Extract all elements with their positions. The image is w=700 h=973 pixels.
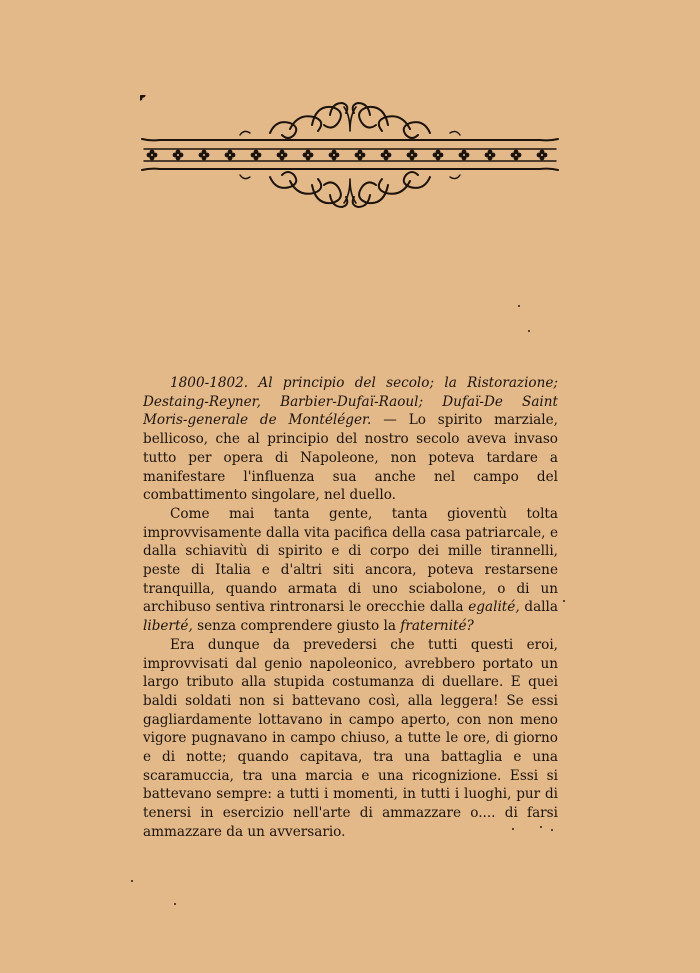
paragraph-2 xyxy=(143,505,558,636)
paper-speck xyxy=(540,826,542,828)
paper-speck xyxy=(528,330,530,332)
paragraph-heading-intro xyxy=(143,374,558,505)
page-body-text xyxy=(143,374,558,842)
paper-speck xyxy=(563,600,565,602)
paper-speck xyxy=(551,829,553,831)
paragraph-2-text-c: senza comprendere giusto la xyxy=(192,618,401,635)
decorative-header-ornament xyxy=(140,95,560,220)
heading-dash: — xyxy=(371,412,409,429)
paper-speck xyxy=(131,880,133,882)
paragraph-2-text-a: Come mai tanta gente, tanta gioventù tolta improvvisamente dalla vita pacifica della casa patriarcale, e dalla schiavitù di spirito e di corpo dei mille tirannelli, peste di Italia e d'altri siti ancora, poteva restarsene tranquilla, quando armata di uno sciabolone, o di un archibuso sentiva rintronarsi le orecchie dalla xyxy=(143,505,558,616)
word-liberte: liberté, xyxy=(143,618,193,635)
word-egalite: egalité, xyxy=(468,599,520,616)
chapter-title: Al principio del secolo; la Ristorazione; Destaing-Reyner, Barbier-Dufaï-Raoul; Dufaï-De Saint Moris-generale de Montéléger. xyxy=(143,375,558,429)
paragraph-3 xyxy=(143,636,558,842)
chapter-years: 1800-1802. xyxy=(170,375,249,391)
paper-speck xyxy=(512,828,514,830)
paragraph-3-text: Era dunque da prevedersi che tutti questi eroi, improvvisati dal genio napoleonico, avrebbero portato un largo tributo alla stupida costumanza di duellare. E quei baldi soldati non si battevano così, alla leggera! Se essi gagliardamente lottavano in campo aperto, con non meno vigore pugnavano in campo chiuso, a tutte le ore, di giorno e di notte; quando capitava, tra una battaglia e una scaramuccia, tra una marcia e una ricognizione. Essi si battevano sempre: a tutti i momenti, in tutti i luoghi, pur di tenersi in esercizio nell'arte di ammazzare o.... di farsi ammazzare da un avversario. xyxy=(143,636,558,840)
paper-speck xyxy=(518,305,520,307)
word-fraternite: fraternité? xyxy=(400,618,474,635)
paper-speck xyxy=(174,903,176,905)
paragraph-1-text: Lo spirito marziale, bellicoso, che al principio del nostro secolo aveva invaso tutto per opera di Napoleone, non poteva tardare a manifestare l'influenza sua anche nel campo del combattimento singolare, nel duello. xyxy=(143,412,558,504)
paragraph-2-text-b: dalla xyxy=(519,599,558,616)
